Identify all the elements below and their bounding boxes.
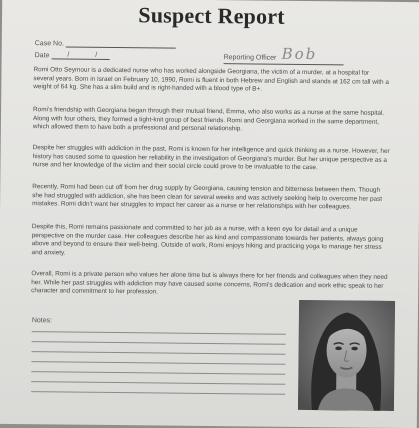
- case-number-line: [66, 46, 176, 48]
- case-number-field: [35, 40, 176, 48]
- date-slashes: / /: [67, 51, 110, 59]
- suspect-portrait-image: [298, 300, 395, 411]
- notes-line: [32, 351, 286, 355]
- date-field: [35, 52, 110, 60]
- reporting-officer-field: [223, 44, 318, 64]
- notes-line: [31, 371, 285, 375]
- notes-line: [31, 361, 285, 365]
- reporting-officer-label: Reporting Officer: [223, 54, 277, 62]
- report-title: Suspect Report: [138, 2, 285, 29]
- officer-signature: Bob: [281, 44, 318, 64]
- notes-line: [31, 381, 285, 385]
- paragraph-friendship: Romi's friendship with Georgiana began through their mutual friend, Emma, who also works as a nurse at the same hospital. Along with four others, they formed a tight-knit group of best friends. Romi and Georgiana worked in the same department, which allowed them to have both a professional and personal relationship.: [32, 106, 385, 133]
- paragraph-addiction-history: Despite her struggles with addiction in the past, Romi is known for her intelligence and quick thinking as a nurse. However, her history has caused some to question her reliability in the investigation of Georgiana's murder. But her unique perspective as a nurse and her knowledge of the victim and their social circle could prove to be invaluable to the case.: [32, 144, 390, 172]
- paragraph-overall: Overall, Romi is a private person who values her alone time but is always there for her friends and colleagues when they need her. While her past struggles with addiction may have caused some concerns, Romi's dedication and work ethic speak to her character and commitment to her profession.: [31, 270, 388, 296]
- notes-line: [31, 391, 285, 395]
- date-line: [51, 51, 110, 60]
- officer-line: [224, 63, 344, 65]
- notes-label: Notes:: [31, 317, 53, 325]
- date-label: Date: [34, 52, 50, 60]
- paragraph-dedication: Despite this, Romi remains passionate and committed to her job as a nurse, with a keen eye for detail and a unique perspective on the murder case. Her colleagues describe her as kind and compassionate towards her patients, always going above and beyond to ensure their well-being. Outside of work, Romi enjoys hiking and practicing yoga to manage her stress and anxiety.: [31, 223, 384, 257]
- paragraph-recent-tension: Recently, Romi had been cut off from her drug supply by Georgiana, causing tension and bitterness between them. Though she had struggled with addiction, she has been clean for several weeks and was actively seeking help to overcome her past mistakes. Romi didn't want her struggles to impact her career as a nurse or her relationships with her colleagues.: [32, 183, 383, 211]
- notes-line: [32, 341, 286, 345]
- suspect-photo: [298, 300, 395, 411]
- notes-line: [32, 331, 286, 335]
- case-number-label: Case No.: [34, 40, 64, 48]
- paragraph-background: Romi Otto Seymour is a dedicated nurse who has worked alongside Georgiana, the victim of a murder, at a hospital for several years. Born in Israel on February 10, 1990, Romi is fluent in both Hebrew and English and stands at 162 cm tall with a weight of 64 kg. She has a slim build and is right-handed with a blood type of B+.: [33, 66, 390, 93]
